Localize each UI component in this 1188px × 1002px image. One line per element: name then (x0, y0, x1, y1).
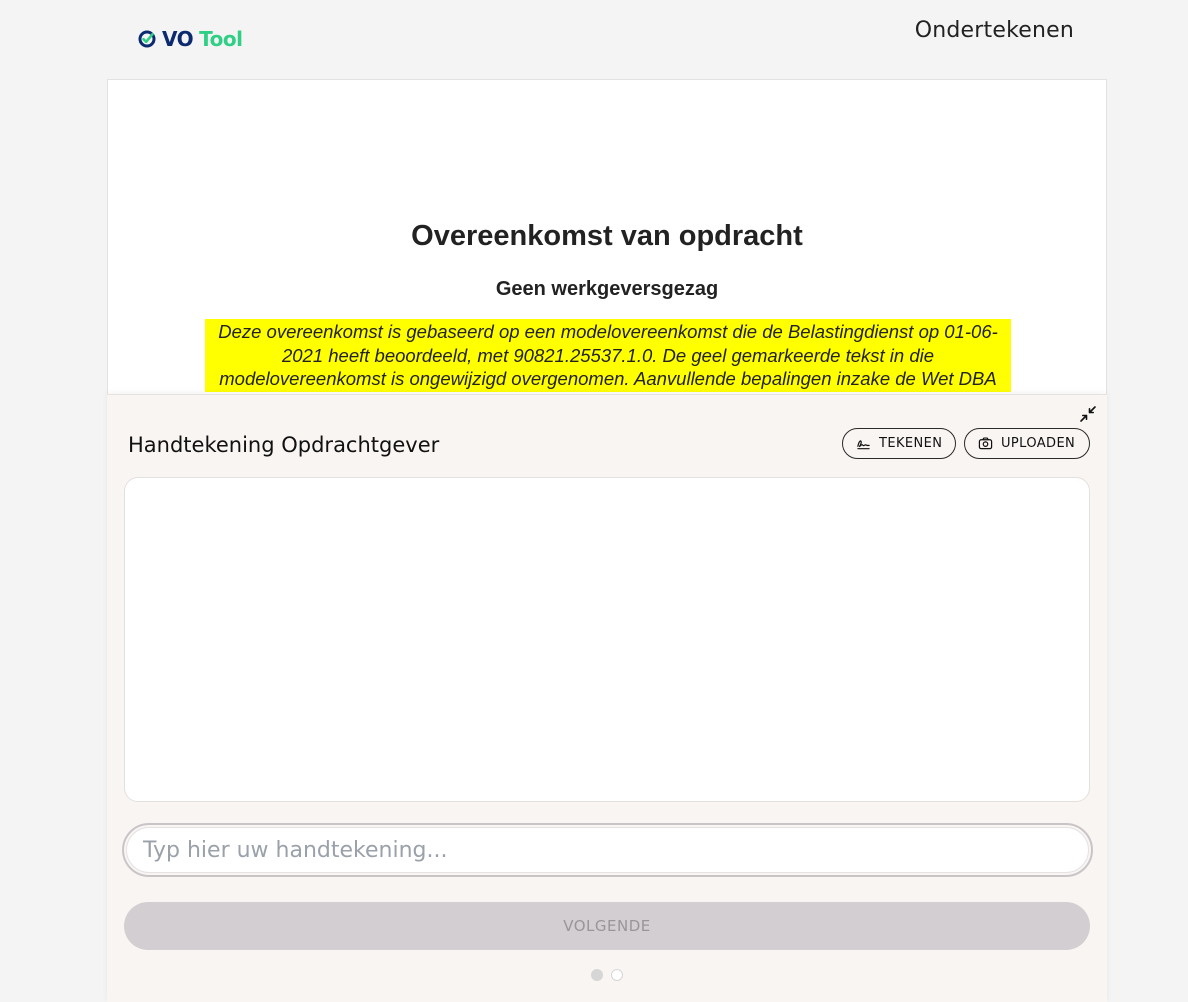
signature-panel (107, 394, 1107, 1002)
signature-icon (856, 436, 871, 451)
gvo-tool-logo[interactable] (138, 26, 242, 52)
logo-check-icon (138, 30, 156, 48)
upload-signature-label: UPLOADEN (1001, 436, 1076, 451)
signature-drawing-area[interactable] (124, 477, 1090, 802)
signature-text-input[interactable] (126, 827, 1089, 873)
step-pager (591, 969, 623, 981)
draw-signature-button[interactable] (842, 428, 956, 459)
logo-text-primary: VO (162, 27, 194, 51)
collapse-arrows-icon[interactable] (1079, 405, 1097, 423)
page-title: Ondertekenen (914, 18, 1074, 43)
top-bar (0, 0, 1188, 80)
camera-icon (978, 436, 993, 451)
signature-panel-title: Handtekening Opdrachtgever (128, 433, 440, 457)
document-subtitle: Geen werkgeversgezag (495, 278, 719, 300)
pager-dot-2[interactable] (611, 969, 623, 981)
document-title: Overeenkomst van opdracht (411, 220, 803, 252)
logo-text-secondary: Tool (199, 27, 243, 51)
draw-signature-label: TEKENEN (879, 436, 943, 451)
upload-signature-button[interactable] (964, 428, 1090, 459)
signature-input-wrapper (122, 823, 1093, 877)
next-button[interactable]: VOLGENDE (124, 902, 1090, 950)
document-highlighted-paragraph: Deze overeenkomst is gebaseerd op een modelovereenkomst die de Belastingdienst op 01-06-2021 heeft beoordeeld, met 90821.25537.1.0. De geel gemarkeerde tekst in die modelovereenkomst is ongewijzigd overgenomen. Aanvullende bepalingen inzake de Wet DBA (205, 319, 1011, 392)
pager-dot-1[interactable] (591, 969, 603, 981)
